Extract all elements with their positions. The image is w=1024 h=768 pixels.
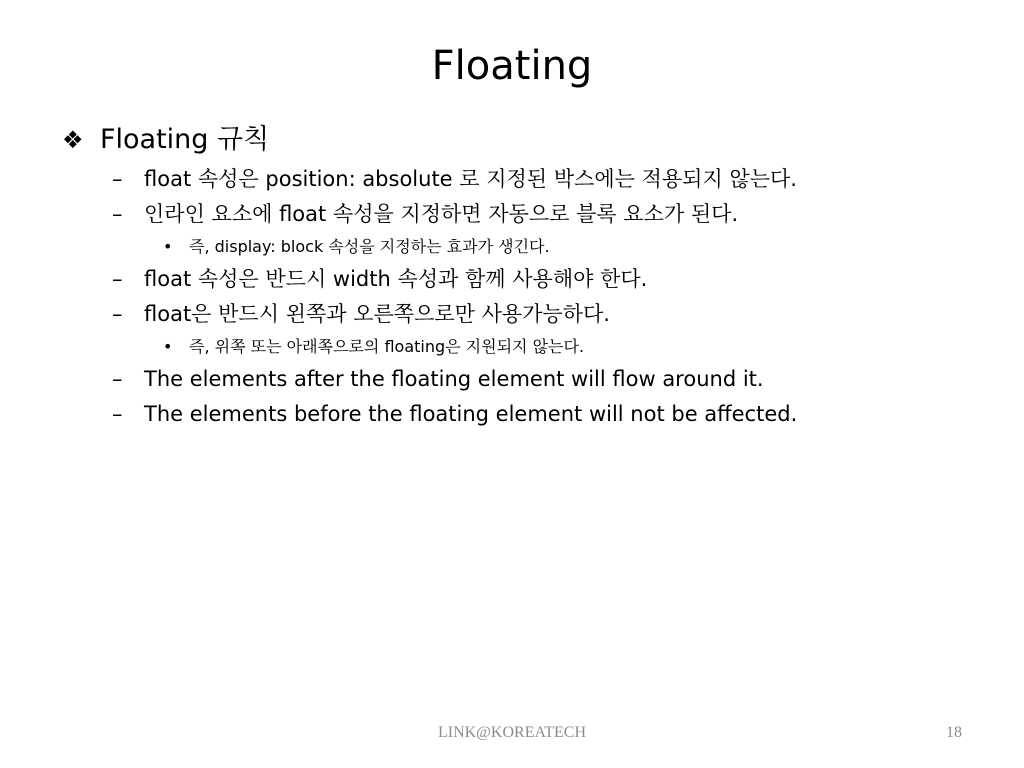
sub-bullet: [60, 164, 980, 195]
sub-bullet-text: float 속성은 position: absolute 로 지정된 박스에는 적용되지 않는다.: [144, 167, 797, 191]
heading-bullet: [60, 120, 980, 160]
footer-label: LINK@KOREATECH: [437, 724, 587, 741]
dot-bullet-icon: •: [163, 237, 173, 256]
dash-bullet-icon: –: [112, 367, 123, 391]
sub-bullet-text: 인라인 요소에 float 속성을 지정하면 자동으로 블록 요소가 된다.: [144, 202, 739, 226]
slide-body: [60, 120, 980, 430]
sub-bullet: [60, 264, 980, 295]
heading-text: Floating 규칙: [100, 124, 270, 155]
sub-bullet: [60, 364, 980, 395]
sub-bullet-text: The elements after the floating element will flow around it.: [144, 367, 764, 391]
sub-bullet: [60, 399, 980, 430]
dash-bullet-icon: –: [112, 402, 123, 426]
dash-bullet-icon: –: [112, 202, 123, 226]
dot-bullet-icon: •: [163, 337, 173, 356]
dash-bullet-icon: –: [112, 167, 123, 191]
sub-sub-bullet-text: 즉, 위쪽 또는 아래쪽으로의 floating은 지원되지 않는다.: [189, 337, 585, 356]
dash-bullet-icon: –: [112, 302, 123, 326]
sub-bullet-text: The elements before the floating element will not be affected.: [144, 402, 798, 426]
sub-sub-bullet-text: 즉, display: block 속성을 지정하는 효과가 생긴다.: [189, 237, 550, 256]
sub-sub-bullet: [60, 334, 980, 360]
page-number: 18: [946, 724, 962, 741]
sub-sub-bullet: [60, 234, 980, 260]
diamond-bullet-icon: ❖: [62, 126, 84, 154]
sub-bullet-text: float 속성은 반드시 width 속성과 함께 사용해야 한다.: [144, 267, 648, 291]
dash-bullet-icon: –: [112, 267, 123, 291]
slide-title: Floating: [431, 43, 593, 89]
sub-bullet-text: float은 반드시 왼쪽과 오른쪽으로만 사용가능하다.: [144, 302, 610, 326]
sub-bullet: [60, 299, 980, 330]
sub-bullet: [60, 199, 980, 230]
